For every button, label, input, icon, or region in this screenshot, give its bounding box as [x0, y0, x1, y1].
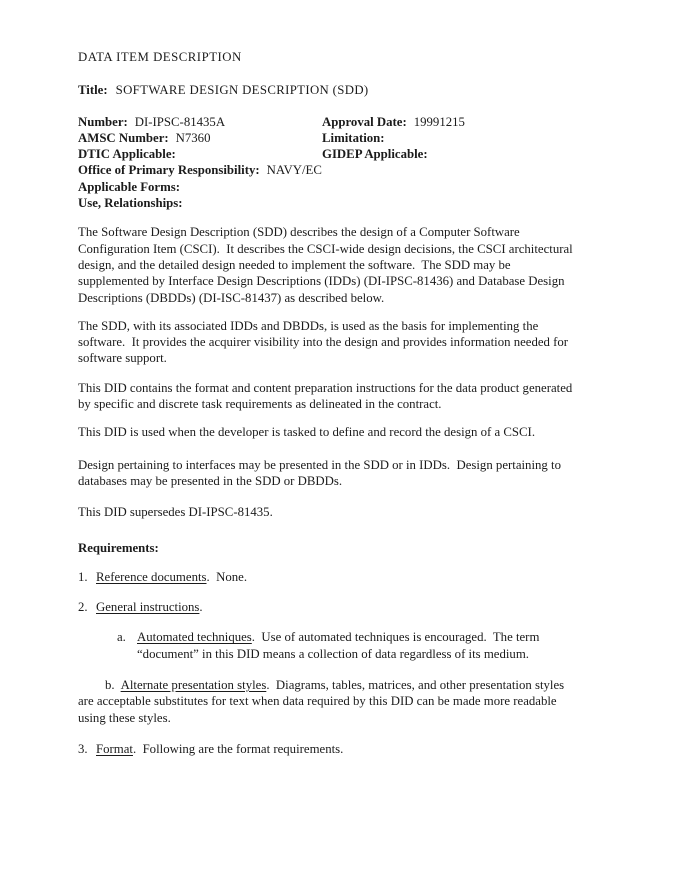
field-opr-label: Office of Primary Responsibility: [78, 163, 260, 178]
field-dtic [78, 146, 322, 162]
item-2b-lead: Alternate presentation styles [120, 678, 267, 693]
field-dtic-label: DTIC Applicable: [78, 147, 176, 162]
item-2-rest: . [199, 600, 203, 615]
requirement-item-3 [78, 741, 619, 757]
field-forms-label: Applicable Forms: [78, 179, 181, 194]
requirement-item-2b [78, 677, 619, 726]
field-gidep [322, 146, 619, 162]
item-2b-line3: using these styles. [78, 710, 171, 725]
item-2b-rest: . Diagrams, tables, matrices, and other presentation styles [266, 678, 565, 693]
doc-heading: DATA ITEM DESCRIPTION [78, 50, 242, 64]
item-2a-lead: Automated techniques [137, 630, 252, 645]
field-amsc-value: N7360 [175, 130, 211, 145]
requirements-heading: Requirements: [78, 540, 159, 555]
title-label: Title: [78, 83, 108, 98]
paragraph-supersedes: This DID supersedes DI-IPSC-81435. [78, 505, 273, 520]
title-row [78, 82, 619, 98]
field-number [78, 114, 322, 130]
item-2-lead: General instructions [96, 600, 200, 615]
paragraph-did-contains: This DID contains the format and content preparation instructions for the data product generated by specific and discrete task requirements as delineated in the contract. [78, 380, 573, 412]
paragraph-sdd-basis: The SDD, with its associated IDDs and DBDDs, is used as the basis for implementing the software. It provides the acquirer visibility into the design and provides information needed for software support. [78, 318, 569, 366]
field-gidep-label: GIDEP Applicable: [322, 147, 428, 162]
field-forms [78, 179, 619, 195]
paragraph-did-used: This DID is used when the developer is tasked to define and record the design of a CSCI. [78, 425, 536, 440]
item-3-rest: . Following are the format requirements. [132, 741, 344, 756]
field-limitation-label: Limitation: [322, 130, 385, 145]
field-row [78, 130, 619, 146]
field-approval-date-value: 19991215 [413, 114, 465, 129]
paragraph-sdd-describes: The Software Design Description (SDD) describes the design of a Computer Software Configuration Item (CSCI). It describes the CSCI-wide design decisions, the CSCI architectural design, and the detailed design needed to implement the software. The SDD may be supplemented by Interface Design Descriptions (IDDs) (DI-IPSC-81436) and Database Design Descriptions (DBDDs) (DI-ISC-81437) as described below. [78, 225, 573, 305]
item-2a-rest: . Use of automated techniques is encouraged. The term [251, 630, 540, 645]
field-use-relationships [78, 195, 619, 211]
paragraph-design-pertaining: Design pertaining to interfaces may be presented in the SDD or in IDDs. Design pertaining to databases may be presented in the SDD or DBDDs. [78, 457, 561, 488]
field-approval-date-label: Approval Date: [322, 114, 407, 129]
field-approval-date [322, 114, 619, 130]
item-3-number: 3. [78, 741, 88, 756]
title-value: SOFTWARE DESIGN DESCRIPTION (SDD) [115, 83, 369, 98]
field-opr-value: NAVY/EC [266, 163, 322, 178]
item-2a-line2: “document” in this DID means a collection of data regardless of its medium. [137, 646, 529, 661]
requirement-item-1 [78, 569, 619, 585]
item-3-lead: Format [96, 741, 133, 756]
item-1-number: 1. [78, 569, 88, 584]
item-2a-number: a. [117, 630, 126, 645]
item-1-lead: Reference documents [96, 569, 207, 584]
field-amsc [78, 130, 322, 146]
field-number-label: Number: [78, 114, 128, 129]
item-2b-line2: are acceptable substitutes for text when data required by this DID can be made more readable [78, 694, 557, 709]
field-opr [78, 162, 619, 178]
header-fields [78, 114, 619, 212]
requirement-item-2a [117, 629, 619, 662]
item-2-number: 2. [78, 600, 88, 615]
field-use-relationships-label: Use, Relationships: [78, 196, 183, 211]
field-amsc-label: AMSC Number: [78, 130, 169, 145]
requirement-item-2 [78, 599, 619, 615]
item-1-rest: . None. [206, 569, 248, 584]
field-row [78, 146, 619, 162]
field-row [78, 114, 619, 130]
field-number-value: DI-IPSC-81435A [134, 114, 226, 129]
item-2b-number: b. [105, 678, 115, 693]
field-limitation [322, 130, 619, 146]
